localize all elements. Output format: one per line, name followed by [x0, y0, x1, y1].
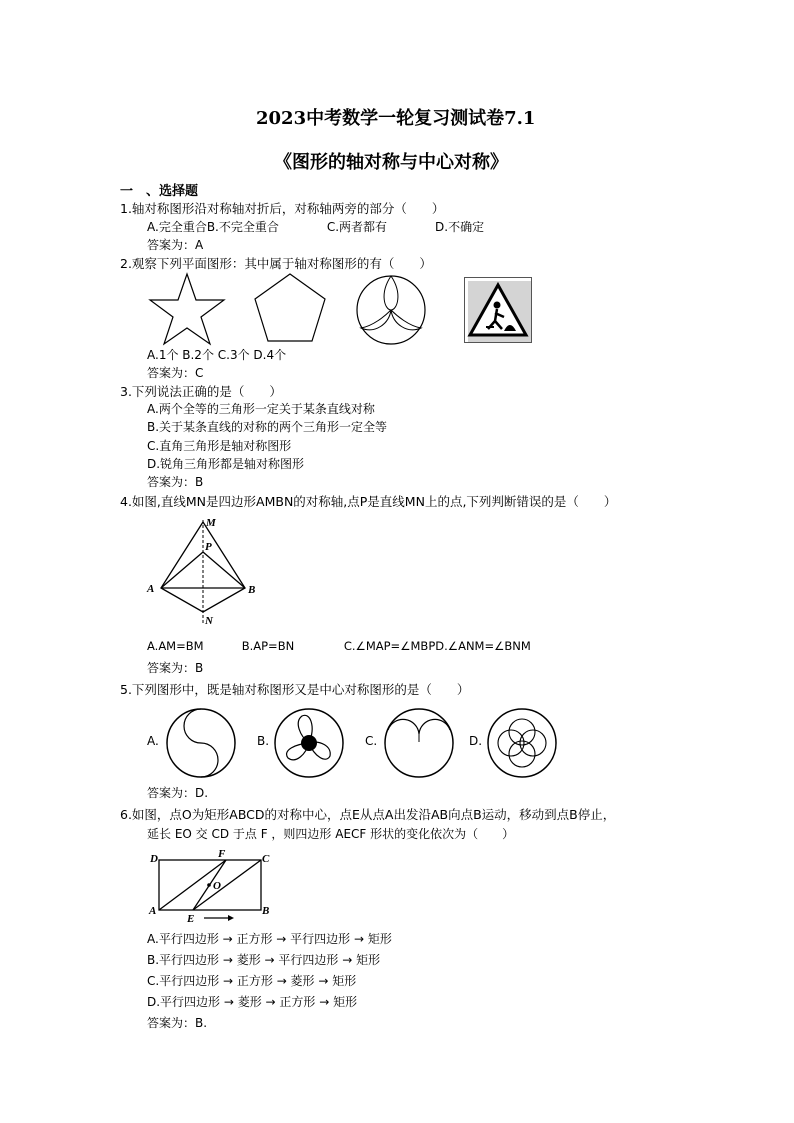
rect-label-e: E [187, 913, 195, 925]
rect-label-d: D [150, 853, 158, 865]
page-title: 2023中考数学一轮复习测试卷7.1 [256, 108, 536, 129]
question-3-stem: 3.下列说法正确的是（ ） [120, 384, 282, 399]
kite-label-m: M [206, 517, 216, 529]
star-figure [148, 273, 226, 345]
page-subtitle: 《图形的轴对称与中心对称》 [274, 152, 508, 173]
question-5-stem: 5.下列图形中，既是轴对称图形又是中心对称图形的是（ ） [120, 682, 470, 697]
rectangle-figure [146, 850, 276, 924]
question-3-option-a: A.两个全等的三角形一定关于某条直线对称 [147, 402, 375, 416]
rect-label-c: C [262, 853, 270, 865]
fan-figure [272, 706, 346, 780]
kite-figure [145, 514, 265, 628]
yin-yang-figure [164, 706, 238, 780]
question-2-options: A.1个 B.2个 C.3个 D.4个 [147, 348, 287, 362]
question-1-stem: 1.轴对称图形沿对称轴对折后，对称轴两旁的部分（ ） [120, 201, 445, 216]
question-6-stem-line-1: 6.如图，点O为矩形ABCD的对称中心，点E从点A出发沿AB向点B运动，移动到点B停止， [120, 807, 616, 822]
kite-label-n: N [205, 615, 213, 627]
circle-petal-figure [355, 274, 427, 346]
kite-label-a: A [147, 583, 155, 595]
question-6-answer: 答案为：B. [147, 1016, 208, 1030]
overlapping-circles-figure [485, 706, 559, 780]
warning-sign-figure [464, 277, 532, 343]
question-3-answer: 答案为：B [147, 475, 204, 489]
question-6-stem-line-2: 延长 EO 交 CD 于点 F ，则四边形 AECF 形状的变化依次为（ ） [147, 827, 515, 841]
question-3-option-c: C.直角三角形是轴对称图形 [147, 439, 292, 453]
question-1-answer: 答案为：A [147, 238, 204, 252]
question-5-option-b-label: B. [257, 734, 270, 748]
question-6-option-b: B.平行四边形 → 菱形 → 平行四边形 → 矩形 [147, 953, 381, 967]
kite-label-b: B [248, 584, 256, 596]
kite-label-p: P [205, 541, 212, 553]
pentagon-figure [252, 272, 328, 344]
question-5-option-d-label: D. [469, 734, 483, 748]
rect-label-b: B [262, 905, 270, 917]
question-5-option-c-label: C. [365, 734, 378, 748]
question-2-stem: 2.观察下列平面图形：其中属于轴对称图形的有（ ） [120, 256, 432, 271]
question-6-option-c: C.平行四边形 → 正方形 → 菱形 → 矩形 [147, 974, 357, 988]
question-4-stem: 4.如图,直线MN是四边形AMBN的对称轴,点P是直线MN上的点,下列判断错误的是（ ） [120, 494, 617, 509]
question-6-option-d: D.平行四边形 → 菱形 → 正方形 → 矩形 [147, 995, 358, 1009]
rect-label-a: A [149, 905, 157, 917]
question-6-option-a: A.平行四边形 → 正方形 → 平行四边形 → 矩形 [147, 932, 392, 946]
rect-label-f: F [218, 848, 226, 860]
question-5-answer: 答案为：D. [147, 786, 209, 800]
question-3-option-b: B.关于某条直线的对称的两个三角形一定全等 [147, 420, 388, 434]
question-2-answer: 答案为：C [147, 366, 204, 380]
question-4-answer: 答案为：B [147, 661, 204, 675]
question-1-options: A.完全重合B.不完全重合 C.两者都有 D.不确定 [147, 220, 485, 234]
question-5-option-a-label: A. [147, 734, 159, 748]
heart-arcs-figure [382, 706, 456, 780]
question-4-options: A.AM=BM B.AP=BN C.∠MAP=∠MBPD.∠ANM=∠BNM [147, 639, 531, 653]
question-3-option-d: D.锐角三角形都是轴对称图形 [147, 457, 305, 471]
rect-label-o: O [213, 880, 221, 892]
section-heading: 一 、选择题 [120, 184, 199, 199]
